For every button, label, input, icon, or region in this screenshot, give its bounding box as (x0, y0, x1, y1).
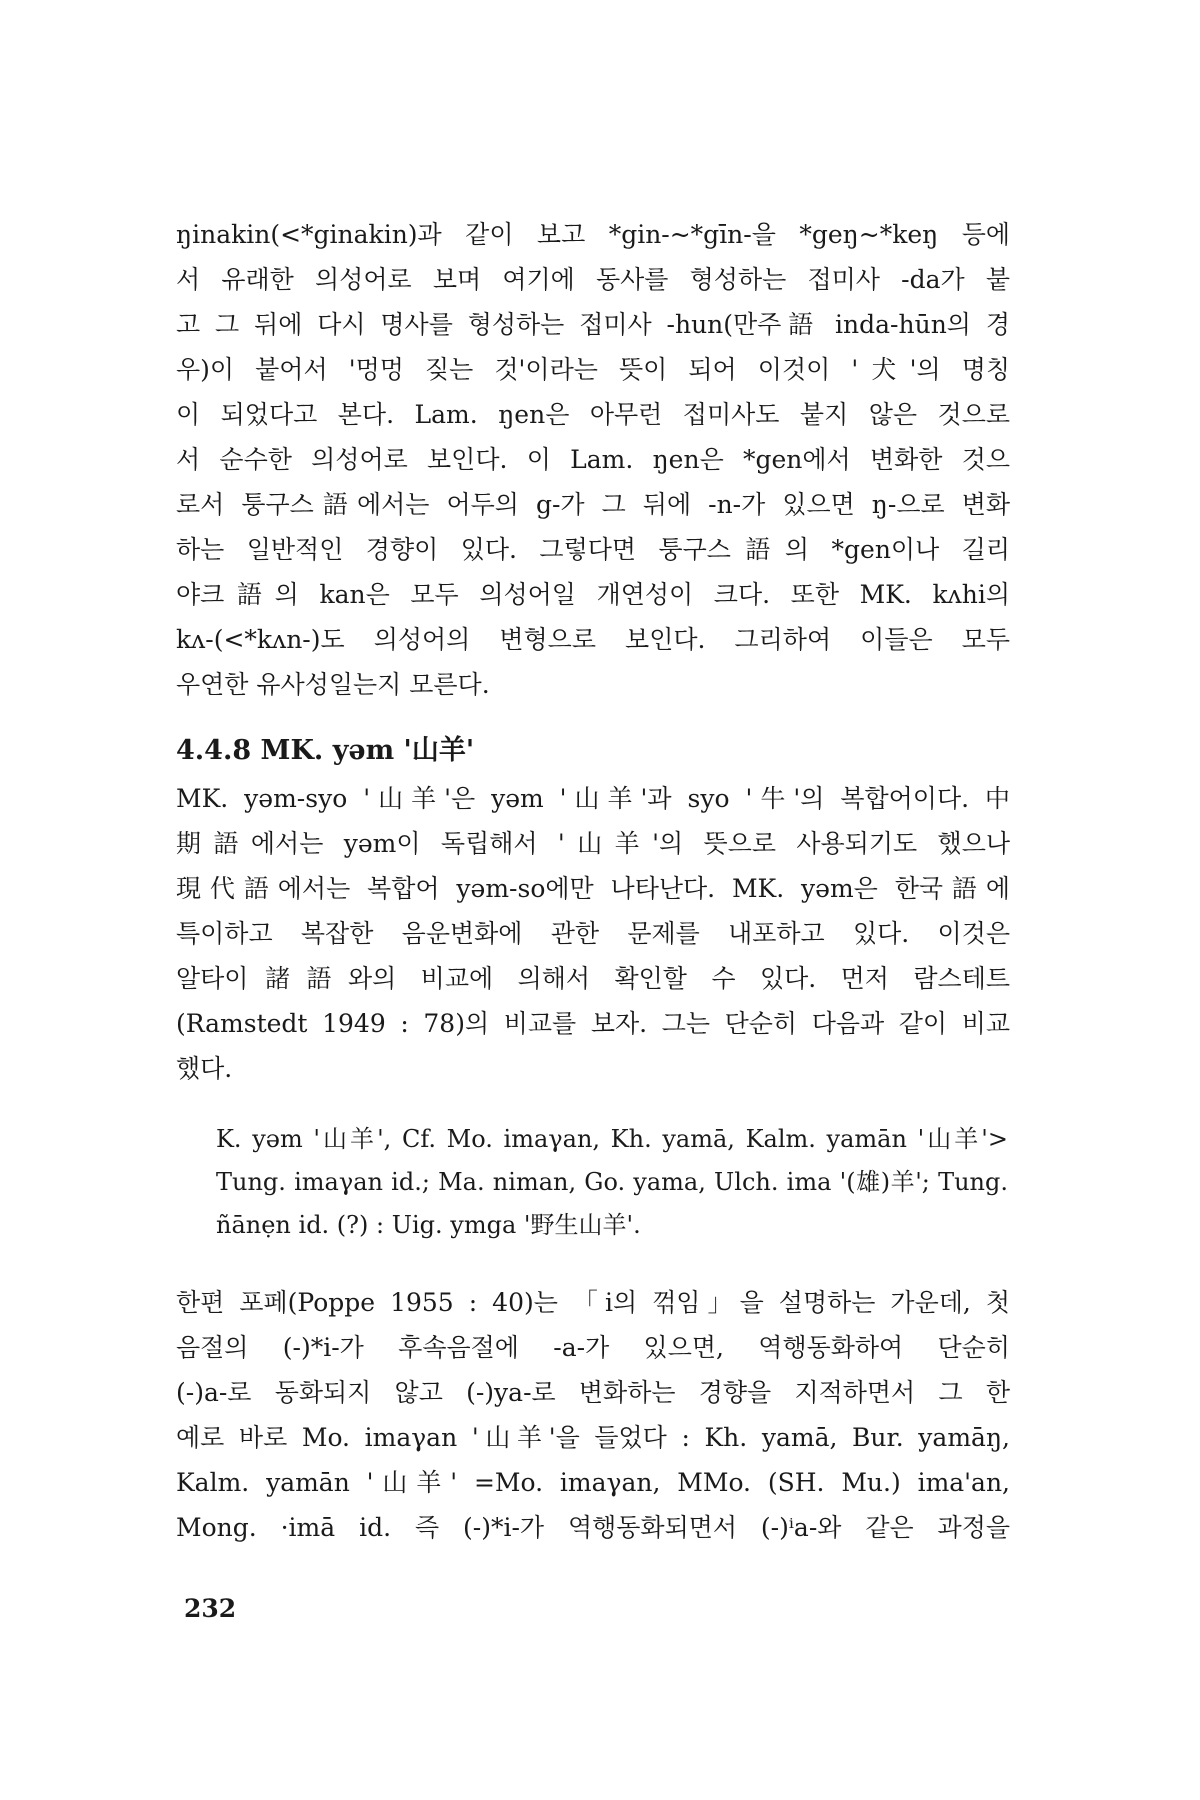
text-line: 우연한 유사성일는지 모른다. (176, 670, 490, 699)
text-line: 야크語의 kan은 모두 의성어일 개연성이 크다. 또한 MK. kʌhi의 (176, 580, 1010, 609)
text-line: (-)a-로 동화되지 않고 (-)ya-로 변화하는 경향을 지적하면서 그 한 (176, 1378, 1010, 1407)
text-line: MK. yəm-syo '山羊'은 yəm '山羊'과 syo '牛'의 복합어이다. 中 (176, 784, 1010, 813)
paragraph-poppe (176, 1280, 1010, 1550)
text-line: 우)이 붙어서 '멍멍 짖는 것'이라는 뜻이 되어 이것이 '犬'의 명칭 (176, 355, 1010, 384)
paragraph-goat-intro (176, 776, 1010, 1091)
paragraph-dog-etymology (176, 212, 1010, 707)
example-line: ñānẹn id. (?) : Uig. ymga '野生山羊'. (216, 1211, 641, 1239)
text-line: 예로 바로 Mo. imaγan '山羊'을 들었다 : Kh. yamā, Bur. yamāŋ, (176, 1423, 1010, 1452)
example-line: Tung. imaγan id.; Ma. niman, Go. yama, Ulch. ima '(雄)羊'; Tung. (216, 1168, 1008, 1196)
page-number: 232 (184, 1594, 237, 1623)
text-line: 한편 포페(Poppe 1955 : 40)는 「i의 꺾임」을 설명하는 가운데, 첫 (176, 1288, 1010, 1317)
text-line: 現代語에서는 복합어 yəm-so에만 나타난다. MK. yəm은 한국語에 (176, 874, 1010, 903)
text-line: Mong. ·imā id. 즉 (-)*i-가 역행동화되면서 (-)ⁱa-와 같은 과정을 (176, 1513, 1010, 1542)
text-line: (Ramstedt 1949 : 78)의 비교를 보자. 그는 단순히 다음과 같이 비교 (176, 1009, 1010, 1038)
text-line: ŋinakin(<*ginakin)과 같이 보고 *gin-~*gīn-을 *geŋ~*keŋ 등에 (176, 220, 1010, 249)
text-line: 로서 퉁구스語에서는 어두의 g-가 그 뒤에 -n-가 있으면 ŋ-으로 변화 (176, 490, 1010, 519)
text-line: Kalm. yamān '山羊' =Mo. imaγan, MMo. (SH. Mu.) ima'an, (176, 1468, 1010, 1497)
text-line: 하는 일반적인 경향이 있다. 그렇다면 퉁구스語의 *gen이나 길리 (176, 535, 1010, 564)
text-line: 서 순수한 의성어로 보인다. 이 Lam. ŋen은 *gen에서 변화한 것으 (176, 445, 1010, 474)
text-line: 특이하고 복잡한 음운변화에 관한 문제를 내포하고 있다. 이것은 (176, 919, 1010, 948)
text-line: 서 유래한 의성어로 보며 여기에 동사를 형성하는 접미사 -da가 붙 (176, 265, 1010, 294)
example-line: K. yəm '山羊', Cf. Mo. imaγan, Kh. yamā, Kalm. yamān '山羊'> (216, 1125, 1008, 1153)
text-line: 이 되었다고 본다. Lam. ŋen은 아무런 접미사도 붙지 않은 것으로 (176, 400, 1010, 429)
text-line: 음절의 (-)*i-가 후속음절에 -a-가 있으면, 역행동화하여 단순히 (176, 1333, 1010, 1362)
text-line: kʌ-(<*kʌn-)도 의성어의 변형으로 보인다. 그리하여 이들은 모두 (176, 625, 1010, 654)
text-line: 期語에서는 yəm이 독립해서 '山羊'의 뜻으로 사용되기도 했으나 (176, 829, 1010, 858)
text-line: 고 그 뒤에 다시 명사를 형성하는 접미사 -hun(만주語 inda-hūn의 경 (176, 310, 1010, 339)
text-line: 했다. (176, 1054, 233, 1083)
text-line: 알타이諸語와의 비교에 의해서 확인할 수 있다. 먼저 람스테트 (176, 964, 1010, 993)
comparison-example (216, 1118, 1008, 1247)
section-heading: 4.4.8 MK. yəm '山羊' (176, 735, 475, 766)
